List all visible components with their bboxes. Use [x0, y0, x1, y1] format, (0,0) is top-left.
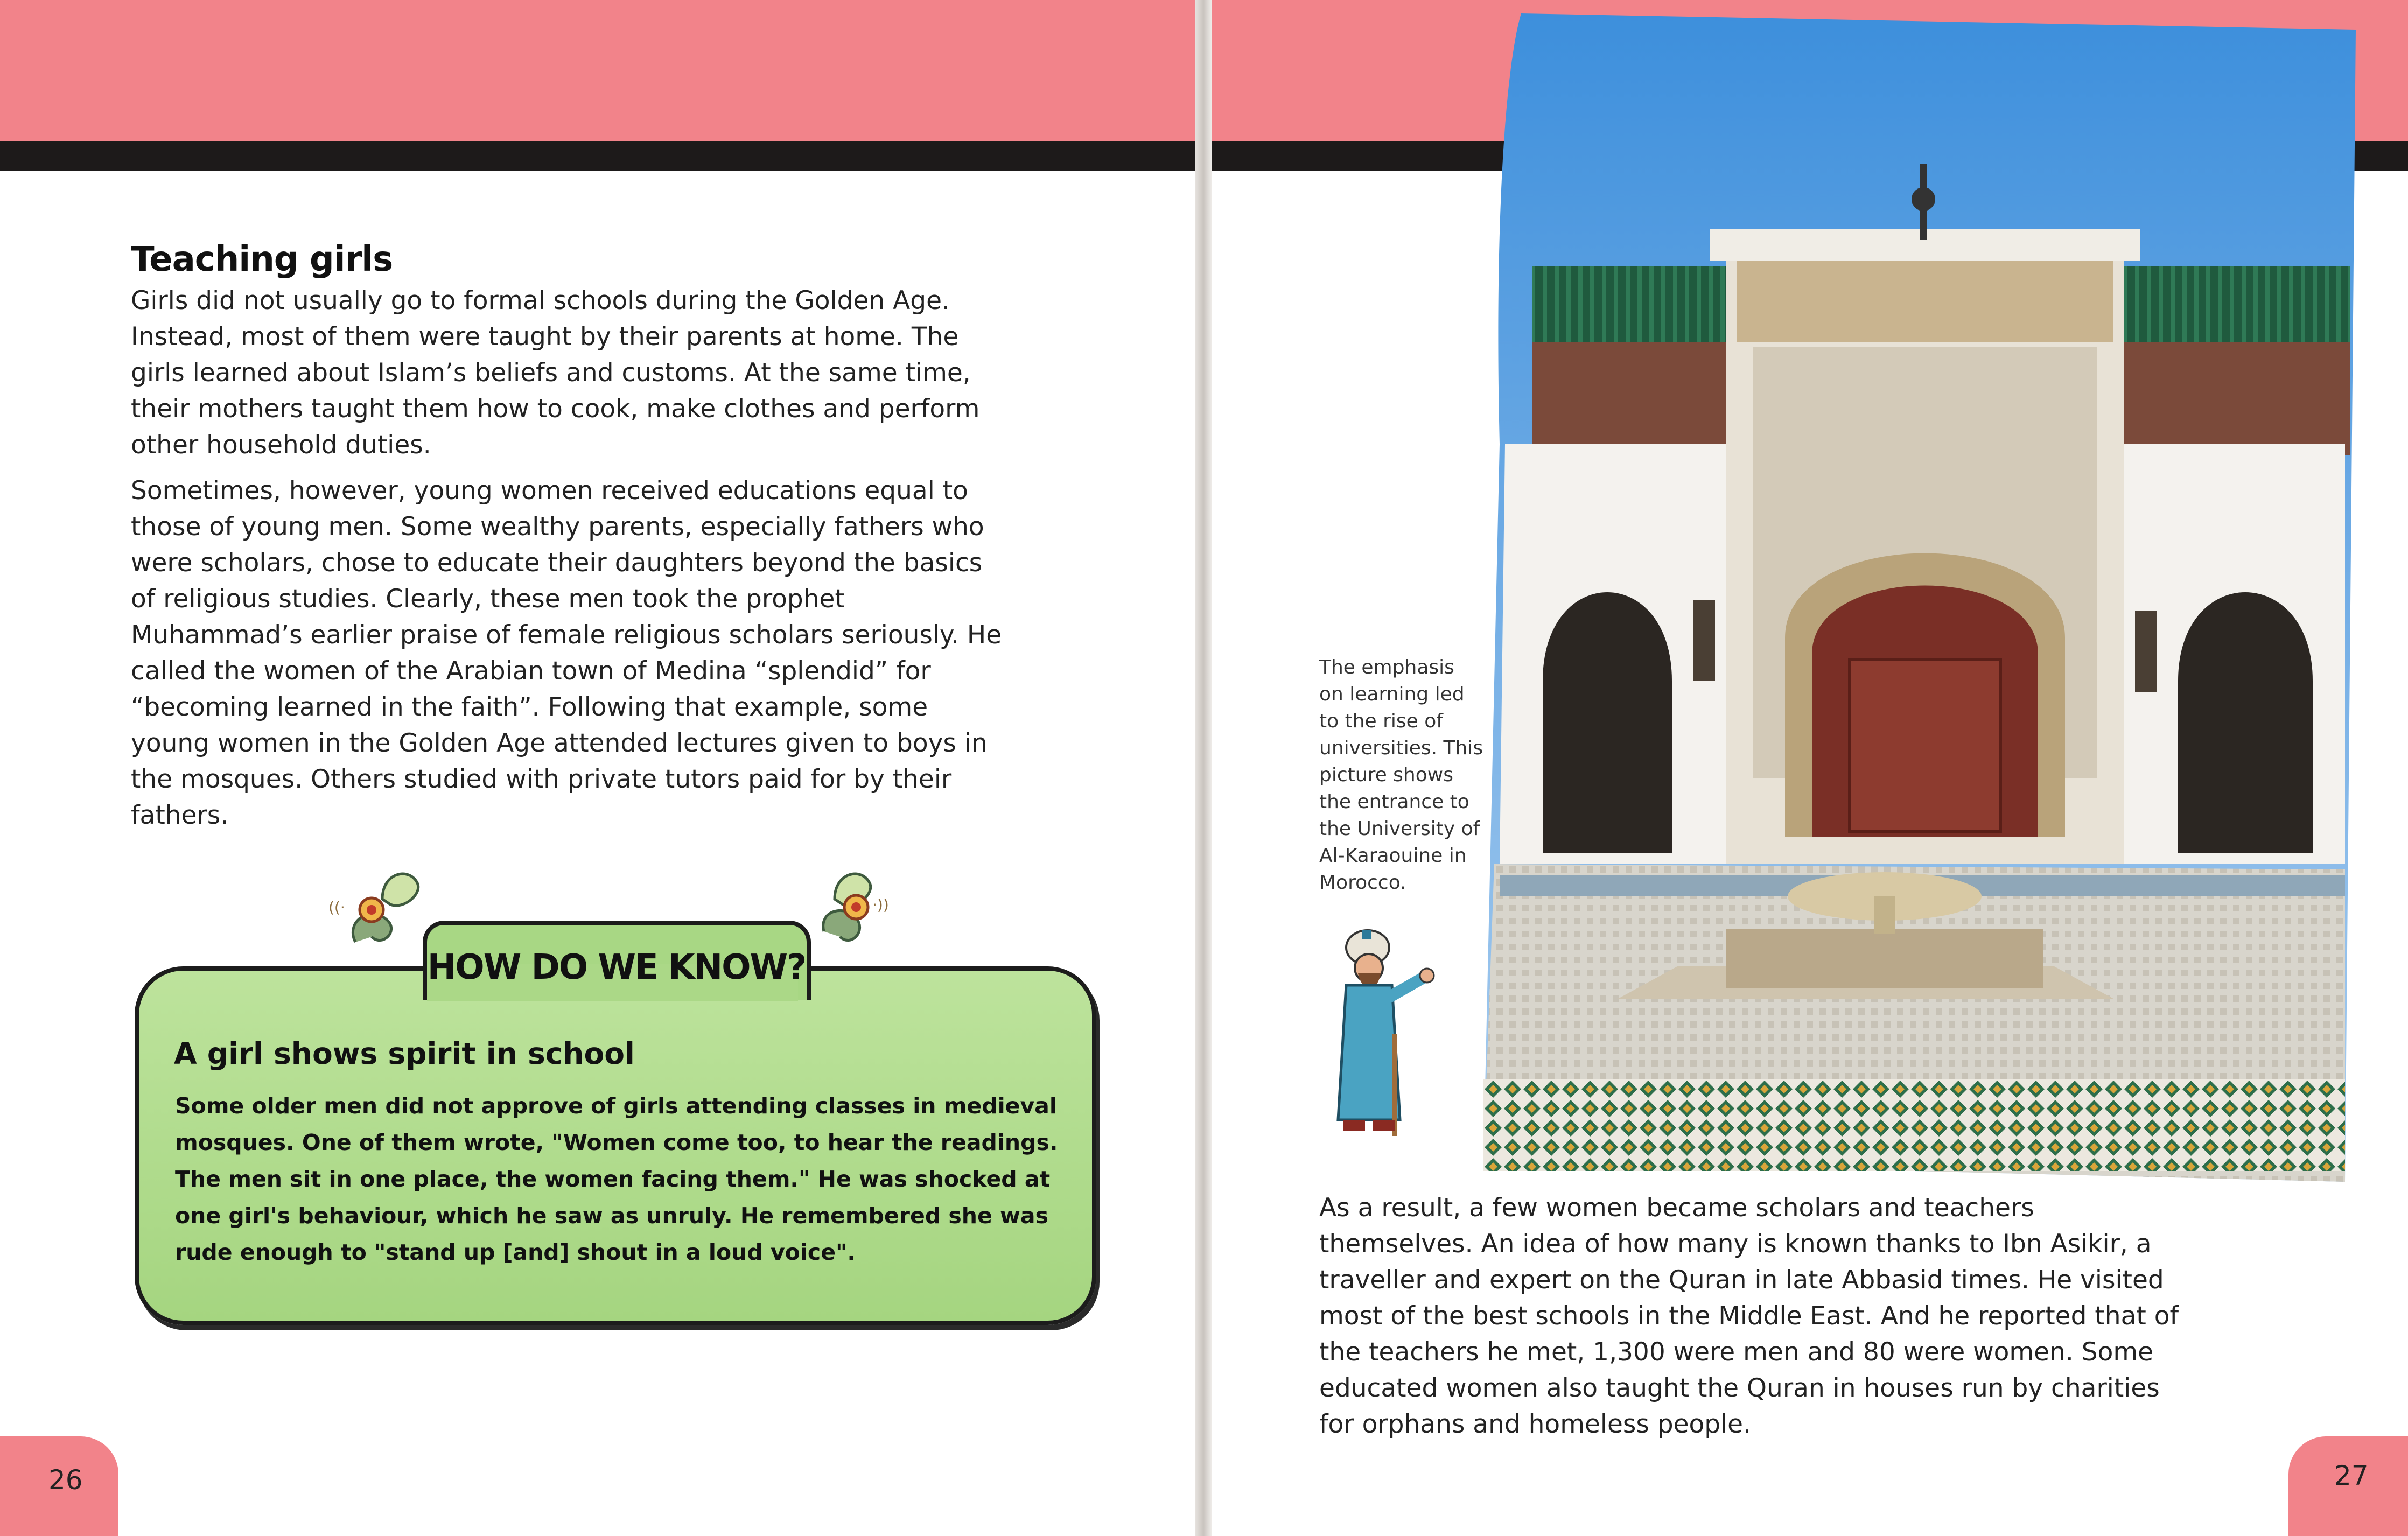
box-subtitle: A girl shows spirit in school: [174, 1036, 635, 1071]
svg-text:·)): ·)): [872, 896, 889, 914]
box-text: Some older men did not approve of girls attending classes in medieval mosques. One of them wrote, "Women come too, to hear the readings. The men sit in one place, the women facing them." He was shocked at one girl's behaviour, which he saw as unruly. He remembered she was rude enough to "stand up [and] shout in a loud voice".: [175, 1093, 1058, 1265]
box-title: HOW DO WE KNOW?: [427, 948, 806, 987]
ornament-flower-icon: [323, 861, 431, 964]
page-number: 26: [48, 1464, 83, 1496]
ornament-flower-icon: [802, 861, 910, 964]
page-number: 27: [2334, 1460, 2369, 1491]
book-spine: [1195, 0, 1212, 1536]
paragraph: As a result, a few women became scholars and teachers themselves. An idea of how many is known thanks to Ibn Asikir, a traveller and expert on the Quran in late Abbasid times. He visited most of the best schools in the Middle East. And he reported that of the teachers he met, 1,300 were men and 80 were women. Some educated women also taught the Quran in houses run by charities for orphans and homeless people.: [1319, 1193, 2179, 1439]
section-heading: Teaching girls: [131, 240, 393, 279]
university-entrance-photo: [1483, 13, 2356, 1187]
photo-caption: The emphasis on learning led to the rise of universities. This picture shows the entrance to the University of Al-Karaouine in Morocco.: [1319, 656, 1483, 894]
paragraph: Sometimes, however, young women received educations equal to those of young men. Some wealthy parents, especially fathers who were scholars, chose to educate their daughters beyond the basics of religious studies. Clearly, these men took the prophet Muhammad’s earlier praise of female religious scholars seriously. He called the women of the Arabian town of Medina “splendid” for “becoming learned in the faith”. Following that example, some young women in the Golden Age attended lectures given to boys in the mosques. Others studied with private tutors paid for by their fathers.: [131, 476, 1002, 830]
left-black-band: [0, 141, 1198, 174]
scholar-figure-icon: [1325, 926, 1443, 1141]
right-body-text: [1319, 1190, 2181, 1452]
svg-text:((·: ((·: [328, 899, 345, 916]
left-header-band: [0, 0, 1198, 148]
paragraph: Girls did not usually go to formal schools during the Golden Age. Instead, most of them were taught by their parents at home. The girls learned about Islam’s beliefs and customs. At the same time, their mothers taught them how to cook, make clothes and perform other household duties.: [131, 286, 980, 460]
left-body-text: [131, 283, 1003, 843]
